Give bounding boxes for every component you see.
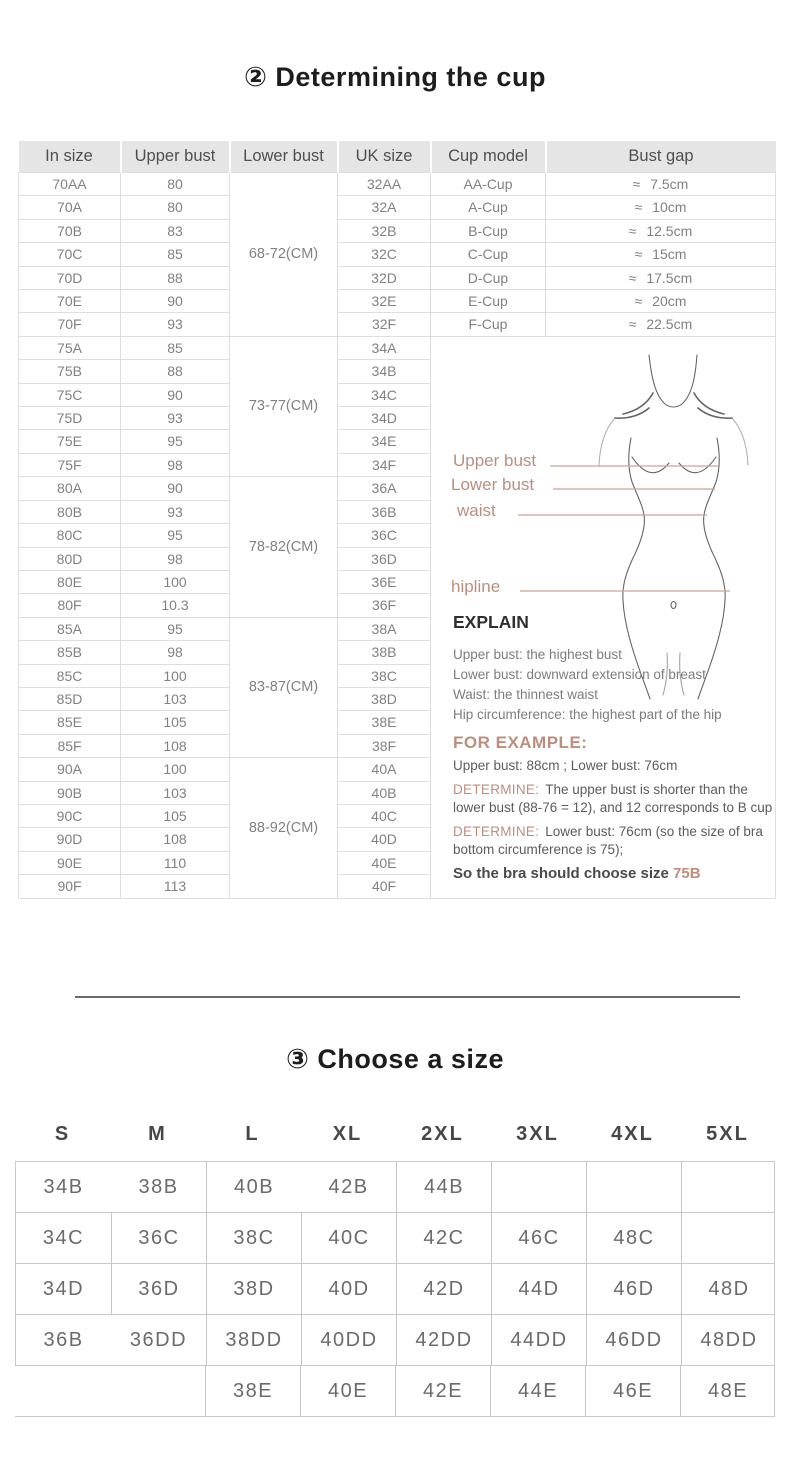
- size-table-cell: 40DD: [301, 1315, 396, 1365]
- cup-table-cell: 40B: [338, 781, 431, 804]
- size-table-cell: [586, 1162, 681, 1212]
- cup-table-cell: 85F: [19, 734, 121, 757]
- cup-table-cell: 32AA: [338, 173, 431, 196]
- cup-table-cell: 75B: [19, 360, 121, 383]
- cup-table-cell: 40D: [338, 828, 431, 851]
- cup-table-cell: 38F: [338, 734, 431, 757]
- cup-table-cell: 36A: [338, 477, 431, 500]
- cup-table-cell: 38B: [338, 641, 431, 664]
- cup-table-cell: 34A: [338, 336, 431, 359]
- size-table-cell: 48C: [586, 1213, 681, 1263]
- size-table-cell: 34D: [42, 1277, 85, 1300]
- cup-table-cell: 93: [121, 313, 230, 336]
- cup-table-cell: 95: [121, 430, 230, 453]
- cup-table-cell: 105: [121, 804, 230, 827]
- cup-table-cell: ≈ 22.5cm: [546, 313, 776, 336]
- explain-lines: [453, 645, 768, 725]
- cup-table-cell: 70B: [19, 219, 121, 242]
- cup-table-cell: 70C: [19, 243, 121, 266]
- size-column-header: S: [54, 1123, 71, 1145]
- cup-table-row: [19, 173, 776, 196]
- size-table-cell: [15, 1366, 110, 1416]
- size-table-cell: 40C: [301, 1213, 396, 1263]
- size-table-cell: 34B: [43, 1175, 84, 1198]
- size-table-cell: 44D: [491, 1264, 586, 1314]
- size-table-cell: 44DD: [491, 1315, 586, 1365]
- cup-table-cell: 32C: [338, 243, 431, 266]
- explain-line: Waist: the thinnest waist: [453, 686, 599, 702]
- cup-table-cell: 98: [121, 641, 230, 664]
- cup-table-cell: 38E: [338, 711, 431, 734]
- size-table-cell: 42B: [328, 1175, 369, 1198]
- cup-table-cell: 83: [121, 219, 230, 242]
- cup-table-cell: 83-87(CM): [230, 617, 338, 757]
- cup-table-header-cell: In size: [19, 141, 121, 173]
- measurement-lines: [518, 466, 730, 591]
- cup-table-cell: 70A: [19, 196, 121, 219]
- cup-table-cell: 70F: [19, 313, 121, 336]
- cup-table-header-cell: UK size: [338, 141, 431, 173]
- cup-table-cell: 75C: [19, 383, 121, 406]
- waist-label: waist: [457, 500, 496, 520]
- cup-table-cell: 70AA: [19, 173, 121, 196]
- size-column-header: 5XL: [706, 1123, 749, 1145]
- cup-table-cell: 32A: [338, 196, 431, 219]
- cup-table-cell: 34F: [338, 453, 431, 476]
- size-table-cell: 46D: [586, 1264, 681, 1314]
- cup-table-header-cell: Bust gap: [546, 141, 776, 173]
- cup-table-cell: 105: [121, 711, 230, 734]
- cup-table-row: [19, 196, 776, 219]
- size-table-cell: 48D: [681, 1264, 776, 1314]
- cup-table-header-cell: Lower bust: [230, 141, 338, 173]
- cup-table-cell: 80E: [19, 570, 121, 593]
- size-table-cell: 38D: [206, 1264, 301, 1314]
- cup-table-cell: 75A: [19, 336, 121, 359]
- cup-table-cell: 32F: [338, 313, 431, 336]
- determining-cup-title: ② Determining the cup: [244, 62, 546, 92]
- cup-table-cell: 90D: [19, 828, 121, 851]
- cup-table-cell: 103: [121, 781, 230, 804]
- cup-table-cell: 10.3: [121, 594, 230, 617]
- cup-table-cell: 98: [121, 547, 230, 570]
- cup-table-cell: ≈ 12.5cm: [546, 219, 776, 242]
- diagram-cell: [431, 336, 776, 898]
- cup-table-cell: 32D: [338, 266, 431, 289]
- size-table-cell: 48E: [680, 1366, 775, 1416]
- size-table-cell: [681, 1213, 776, 1263]
- size-table-row: [15, 1161, 775, 1212]
- size-table-cell: 44E: [490, 1366, 585, 1416]
- example-determine-2: DETERMINE: Lower bust: 76cm (so the size of bra bottom circumference is 75);: [453, 823, 763, 857]
- cup-table-cell: 34C: [338, 383, 431, 406]
- cup-table-cell: 36C: [338, 524, 431, 547]
- size-table-cell: [681, 1162, 776, 1212]
- cup-table-row: [19, 266, 776, 289]
- cup-table-cell: 85A: [19, 617, 121, 640]
- cup-table-cell: 36E: [338, 570, 431, 593]
- size-table-cell: 44B: [396, 1162, 491, 1212]
- cup-table-cell: B-Cup: [431, 219, 546, 242]
- size-table-cell: 46E: [585, 1366, 680, 1416]
- cup-table-cell: 98: [121, 453, 230, 476]
- cup-table-cell: D-Cup: [431, 266, 546, 289]
- size-table-row: [15, 1212, 775, 1263]
- example-conclusion: So the bra should choose size 75B: [453, 864, 701, 882]
- cup-table-cell: ≈ 17.5cm: [546, 266, 776, 289]
- lower-bust-label: Lower bust: [451, 474, 535, 494]
- cup-table-cell: F-Cup: [431, 313, 546, 336]
- cup-table-cell: 88: [121, 266, 230, 289]
- cup-table-cell: 70D: [19, 266, 121, 289]
- cup-table-cell: 113: [121, 875, 230, 898]
- size-table-cell: 42E: [395, 1366, 490, 1416]
- example-measurements: Upper bust: 88cm ; Lower bust: 76cm: [453, 757, 678, 773]
- cup-table-cell: 80D: [19, 547, 121, 570]
- example-block: [453, 757, 775, 889]
- size-column-header: 4XL: [611, 1123, 654, 1145]
- cup-table-cell: 38A: [338, 617, 431, 640]
- for-example-title: FOR EXAMPLE:: [453, 732, 588, 752]
- size-table-cell: 48DD: [681, 1315, 776, 1365]
- cup-table-cell: 40C: [338, 804, 431, 827]
- cup-table-cell: 34B: [338, 360, 431, 383]
- cup-table-cell: 80: [121, 173, 230, 196]
- cup-table-cell: ≈ 7.5cm: [546, 173, 776, 196]
- cup-table-cell: 70E: [19, 290, 121, 313]
- cup-table-cell: 80B: [19, 500, 121, 523]
- cup-table-cell: 75E: [19, 430, 121, 453]
- cup-table-cell: 90E: [19, 851, 121, 874]
- size-column-header: L: [245, 1123, 260, 1145]
- cup-table-cell: 38C: [338, 664, 431, 687]
- cup-table-cell: 36D: [338, 547, 431, 570]
- cup-table-cell: 90A: [19, 758, 121, 781]
- size-table-cell: 38B: [138, 1175, 179, 1198]
- example-determine-1: DETERMINE: The upper bust is shorter than the lower bust (88-76 = 12), and 12 corresponds to B cup: [453, 781, 773, 815]
- size-table-cell: 40B: [206, 1162, 301, 1212]
- size-table-row: [15, 1365, 775, 1416]
- cup-table-cell: ≈ 10cm: [546, 196, 776, 219]
- cup-table-cell: 90: [121, 383, 230, 406]
- cup-table-cell: 100: [121, 758, 230, 781]
- cup-table-cell: 90C: [19, 804, 121, 827]
- cup-table-cell: 80C: [19, 524, 121, 547]
- cup-table-header-cell: Upper bust: [121, 141, 230, 173]
- cup-table-cell: 80A: [19, 477, 121, 500]
- cup-table-cell: 103: [121, 687, 230, 710]
- cup-table-cell: AA-Cup: [431, 173, 546, 196]
- explain-title: EXPLAIN: [453, 611, 529, 632]
- size-table-cell: 42C: [396, 1213, 491, 1263]
- size-table-cell: 38C: [206, 1213, 301, 1263]
- cup-table-row: [19, 336, 776, 359]
- size-table-cell: 42D: [396, 1264, 491, 1314]
- size-chart-header-row: [15, 1108, 775, 1161]
- body-measurement-diagram: [431, 337, 776, 898]
- recommended-size: 75B: [673, 864, 701, 882]
- cup-table-cell: 75D: [19, 407, 121, 430]
- size-table-cell: 38E: [205, 1366, 300, 1416]
- cup-table-cell: 80F: [19, 594, 121, 617]
- cup-table-cell: 36F: [338, 594, 431, 617]
- cup-table-cell: ≈ 20cm: [546, 290, 776, 313]
- cup-table-cell: 93: [121, 500, 230, 523]
- size-table-row: [15, 1263, 775, 1314]
- explain-line: Upper bust: the highest bust: [453, 646, 622, 662]
- explain-line: Lower bust: downward extension of breast: [453, 666, 706, 682]
- hipline-label: hipline: [451, 576, 501, 596]
- cup-table-cell: 40E: [338, 851, 431, 874]
- size-table-cell: 36D: [111, 1264, 206, 1314]
- size-table-cell: [491, 1162, 586, 1212]
- cup-table-cell: C-Cup: [431, 243, 546, 266]
- cup-table-cell: 90B: [19, 781, 121, 804]
- cup-table-body: [19, 173, 776, 899]
- cup-table-cell: 85B: [19, 641, 121, 664]
- size-table-cell: 36C: [111, 1213, 206, 1263]
- size-table-cell: 38DD: [206, 1315, 301, 1365]
- size-chart-rows: [15, 1161, 775, 1417]
- size-table-cell: 36B: [43, 1328, 84, 1351]
- cup-table-cell: 85D: [19, 687, 121, 710]
- cup-table-cell: 95: [121, 524, 230, 547]
- cup-table-row: [19, 219, 776, 242]
- cup-table-cell: 38D: [338, 687, 431, 710]
- cup-table-cell: 75F: [19, 453, 121, 476]
- size-chart-table: [15, 1108, 775, 1417]
- cup-size-table: [18, 141, 776, 899]
- cup-table-cell: 108: [121, 734, 230, 757]
- cup-table-cell: 100: [121, 664, 230, 687]
- cup-table-cell: ≈ 15cm: [546, 243, 776, 266]
- size-table-cell: 36DD: [129, 1328, 188, 1351]
- cup-table-cell: 34D: [338, 407, 431, 430]
- cup-table-cell: 95: [121, 617, 230, 640]
- size-table-cell: 46C: [491, 1213, 586, 1263]
- cup-table-cell: 90: [121, 477, 230, 500]
- cup-table-cell: 88: [121, 360, 230, 383]
- cup-table-cell: 85E: [19, 711, 121, 734]
- size-table-cell: 34C: [42, 1226, 85, 1249]
- cup-table-cell: E-Cup: [431, 290, 546, 313]
- cup-table-cell: 85C: [19, 664, 121, 687]
- size-column-header: M: [148, 1123, 167, 1145]
- explain-line: Hip circumference: the highest part of the hip: [453, 706, 722, 722]
- cup-table-cell: 85: [121, 243, 230, 266]
- size-column-header: 3XL: [516, 1123, 559, 1145]
- size-table-cell: 42DD: [396, 1315, 491, 1365]
- upper-bust-label: Upper bust: [453, 450, 537, 470]
- cup-table-header-cell: Cup model: [431, 141, 546, 173]
- cup-table-cell: 34E: [338, 430, 431, 453]
- size-column-header: 2XL: [421, 1123, 464, 1145]
- size-table-cell: [110, 1366, 205, 1416]
- size-table-cell: 40D: [301, 1264, 396, 1314]
- cup-table-cell: 108: [121, 828, 230, 851]
- cup-table-cell: 32B: [338, 219, 431, 242]
- cup-table-cell: 40F: [338, 875, 431, 898]
- cup-table-cell: 78-82(CM): [230, 477, 338, 617]
- size-column-header: XL: [332, 1123, 363, 1145]
- cup-table-row: [19, 243, 776, 266]
- cup-table-cell: 88-92(CM): [230, 758, 338, 898]
- choose-size-title: ③ Choose a size: [286, 1044, 504, 1074]
- size-table-cell: 46DD: [586, 1315, 681, 1365]
- cup-table-cell: 85: [121, 336, 230, 359]
- cup-table-cell: 110: [121, 851, 230, 874]
- cup-table-row: [19, 290, 776, 313]
- cup-table-cell: 73-77(CM): [230, 336, 338, 476]
- cup-table-cell: 68-72(CM): [230, 173, 338, 337]
- size-table-row: [15, 1314, 775, 1365]
- cup-table-cell: 40A: [338, 758, 431, 781]
- section-divider: [75, 996, 740, 998]
- cup-table-cell: 80: [121, 196, 230, 219]
- cup-table-header-row: [19, 141, 776, 173]
- cup-table-cell: 100: [121, 570, 230, 593]
- cup-table-cell: 36B: [338, 500, 431, 523]
- size-table-cell: 40E: [300, 1366, 395, 1416]
- cup-table-cell: 93: [121, 407, 230, 430]
- cup-table-cell: 90F: [19, 875, 121, 898]
- cup-table-cell: 90: [121, 290, 230, 313]
- cup-table-cell: A-Cup: [431, 196, 546, 219]
- cup-table-cell: 32E: [338, 290, 431, 313]
- cup-table-row: [19, 313, 776, 336]
